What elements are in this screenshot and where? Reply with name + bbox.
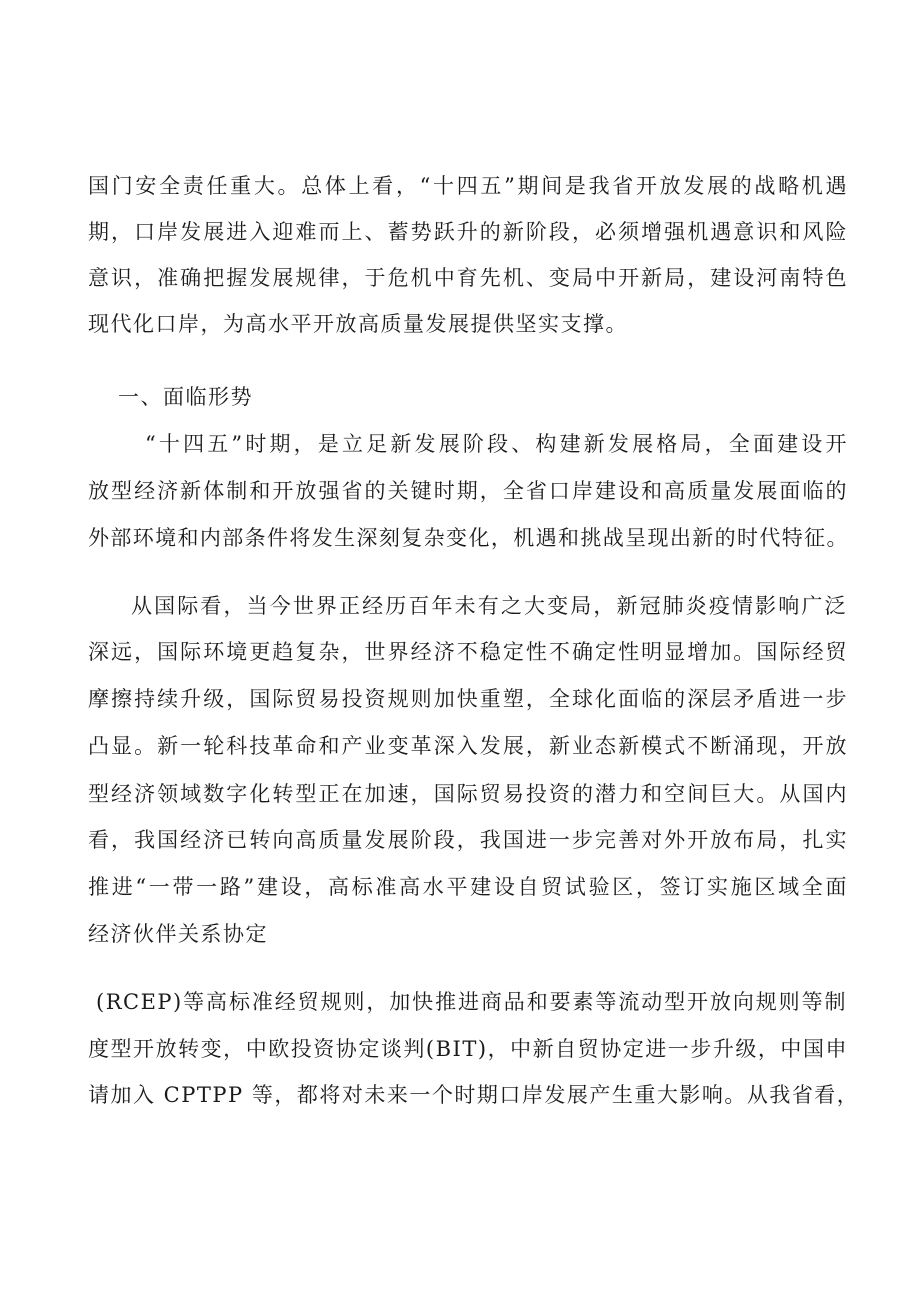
paragraph-line: “十四五”时期，是立足新发展阶段、构建新发展格局，全面建设开	[145, 432, 848, 456]
paragraph-line: (RCEP)等高标准经贸规则，加快推进商品和要素等流动型开放向规则等制	[96, 990, 847, 1014]
paragraph-line: 期，口岸发展进入迎难而上、蓄势跃升的新阶段，必须增强机遇意识和风险	[88, 220, 848, 244]
paragraph-line: 现代化口岸，为高水平开放高质量发展提供坚实支撑。	[88, 312, 628, 336]
paragraph-line: 型经济领域数字化转型正在加速，国际贸易投资的潜力和空间巨大。从国内	[88, 782, 848, 806]
paragraph-line: 外部环境和内部条件将发生深刻复杂变化，机遇和挑战呈现出新的时代特征。	[88, 526, 848, 550]
paragraph-line: 凸显。新一轮科技革命和产业变革深入发展，新业态新模式不断涌现，开放	[88, 734, 848, 758]
paragraph-line: 从国际看，当今世界正经历百年未有之大变局，新冠肺炎疫情影响广泛	[131, 594, 847, 618]
paragraph-line: 意识，准确把握发展规律，于危机中育先机、变局中开新局，建设河南特色	[88, 266, 848, 290]
paragraph-line: 看，我国经济已转向高质量发展阶段，我国进一步完善对外开放布局，扎实	[88, 828, 848, 852]
paragraph-line: 请加入 CPTPP 等，都将对未来一个时期口岸发展产生重大影响。从我省看，	[88, 1083, 860, 1107]
paragraph-line: 摩擦持续升级，国际贸易投资规则加快重塑，全球化面临的深层矛盾进一步	[88, 687, 848, 711]
section-heading: 一、面临形势	[118, 385, 253, 409]
paragraph-line: 经济伙伴关系协定	[88, 922, 268, 946]
paragraph-line: 国门安全责任重大。总体上看，“十四五”期间是我省开放发展的战略机遇	[88, 174, 848, 198]
paragraph-line: 推进“一带一路”建设，高标准高水平建设自贸试验区，签订实施区域全面	[88, 875, 848, 899]
paragraph-line: 度型开放转变，中欧投资协定谈判(BIT)，中新自贸协定进一步升级，中国申	[88, 1037, 848, 1061]
paragraph-line: 放型经济新体制和开放强省的关键时期，全省口岸建设和高质量发展面临的	[88, 479, 848, 503]
paragraph-line: 深远，国际环境更趋复杂，世界经济不稳定性不确定性明显增加。国际经贸	[88, 640, 848, 664]
